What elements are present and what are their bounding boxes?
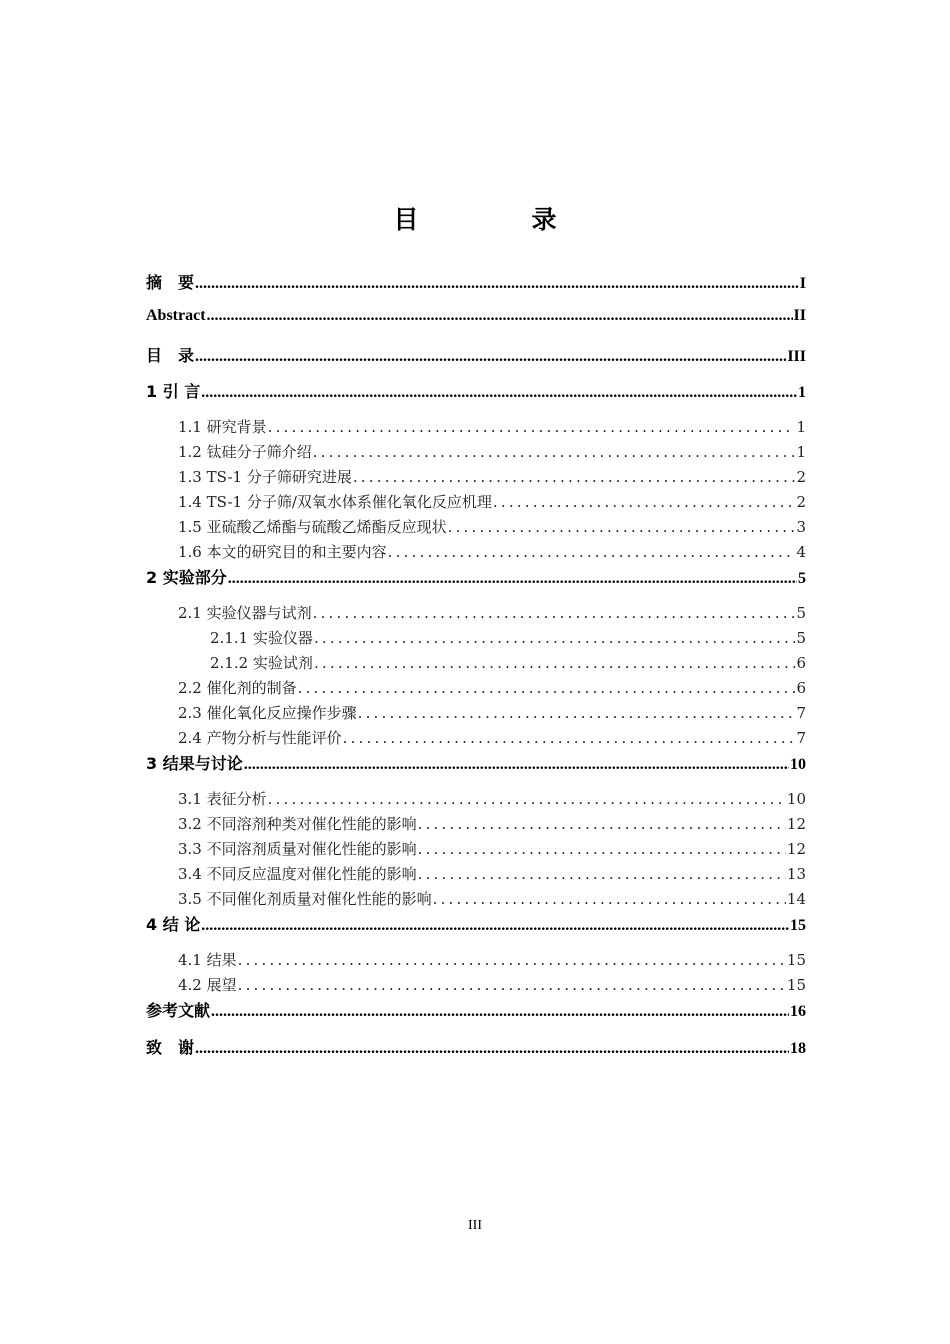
toc-entry-3-4[interactable] xyxy=(178,863,806,885)
toc-entry-references[interactable] xyxy=(146,998,806,1020)
toc-label: 1.5 亚硫酸乙烯酯与硫酸乙烯酯反应现状 xyxy=(178,518,447,536)
toc-page: 12 xyxy=(786,840,806,858)
toc-label: 2.1.2 实验试剂 xyxy=(210,654,313,672)
toc-leader xyxy=(268,790,786,808)
page-title: 目 录 xyxy=(393,205,601,234)
toc-page: 14 xyxy=(786,890,806,908)
toc-label: 4.2 展望 xyxy=(178,976,237,994)
toc-entry-2-3[interactable] xyxy=(178,702,806,724)
toc-leader xyxy=(433,890,786,908)
toc-entry-2-1[interactable] xyxy=(178,602,806,624)
toc-leader xyxy=(353,468,796,486)
toc-label: 3.4 不同反应温度对催化性能的影响 xyxy=(178,865,417,883)
toc-label: 2 实验部分 xyxy=(146,568,227,587)
toc-label: 摘 要 xyxy=(146,273,195,292)
toc-leader xyxy=(418,865,786,883)
toc-entry-1-4[interactable] xyxy=(178,491,806,513)
toc-leader xyxy=(418,815,786,833)
toc-entry-2-1-1[interactable] xyxy=(210,627,806,649)
toc-page: 5 xyxy=(796,604,806,622)
toc-entry-3-2[interactable] xyxy=(178,813,806,835)
toc-label: 2.3 催化氧化反应操作步骤 xyxy=(178,704,357,722)
toc-leader xyxy=(298,679,796,697)
toc-label: 2.1 实验仪器与试剂 xyxy=(178,604,312,622)
toc-label: 3.5 不同催化剂质量对催化性能的影响 xyxy=(178,890,432,908)
toc-label: 1.1 研究背景 xyxy=(178,418,267,436)
toc-entry-chapter-4[interactable] xyxy=(146,912,806,934)
toc-leader xyxy=(314,654,796,672)
toc-label: 2.1.1 实验仪器 xyxy=(210,629,313,647)
toc-page: 4 xyxy=(796,543,806,561)
toc-page: 1 xyxy=(796,443,806,461)
toc-label: 参考文献 xyxy=(146,1001,211,1020)
toc-leader xyxy=(201,384,797,402)
toc-leader xyxy=(238,976,786,994)
toc-entry-2-4[interactable] xyxy=(178,727,806,749)
toc-page: 5 xyxy=(798,570,806,587)
toc-page: 16 xyxy=(790,1003,806,1020)
toc-page: 15 xyxy=(790,917,806,934)
toc-leader xyxy=(448,518,796,536)
toc-page: 18 xyxy=(790,1040,806,1057)
toc-label: 3.3 不同溶剂质量对催化性能的影响 xyxy=(178,840,417,858)
toc-leader xyxy=(211,1003,789,1021)
toc-leader xyxy=(418,840,786,858)
toc-leader xyxy=(313,443,796,461)
toc-entry-1-6[interactable] xyxy=(178,541,806,563)
toc-entry-abstract-en[interactable] xyxy=(146,307,806,329)
toc-entry-acknowledgements[interactable] xyxy=(146,1035,806,1057)
toc-leader xyxy=(195,275,799,293)
toc-label: 1 引 言 xyxy=(146,382,201,401)
page-number: III xyxy=(468,1218,482,1233)
toc-leader xyxy=(207,307,793,325)
toc-leader xyxy=(228,570,797,588)
toc-page: 15 xyxy=(786,976,806,994)
toc-page: 15 xyxy=(786,951,806,969)
toc-label: 3.1 表征分析 xyxy=(178,790,267,808)
toc-entry-1-3[interactable] xyxy=(178,466,806,488)
toc-label: 1.3 TS-1 分子筛研究进展 xyxy=(178,468,352,486)
toc-leader xyxy=(268,418,796,436)
toc-entry-chapter-3[interactable] xyxy=(146,751,806,773)
toc-entry-chapter-2[interactable] xyxy=(146,565,806,587)
toc-entry-4-1[interactable] xyxy=(178,949,806,971)
toc-page: 3 xyxy=(796,518,806,536)
toc-leader xyxy=(244,756,789,774)
toc-page: III xyxy=(787,348,806,365)
toc-entry-contents[interactable] xyxy=(146,343,806,365)
toc-page: 13 xyxy=(786,865,806,883)
toc-entry-1-2[interactable] xyxy=(178,441,806,463)
toc-page: 10 xyxy=(786,790,806,808)
toc-entry-2-1-2[interactable] xyxy=(210,652,806,674)
toc-page: 1 xyxy=(796,418,806,436)
toc-entry-2-2[interactable] xyxy=(178,677,806,699)
toc-page: 6 xyxy=(796,654,806,672)
toc-leader xyxy=(314,629,796,647)
toc-label: 致 谢 xyxy=(146,1038,195,1057)
toc-label: 3 结果与讨论 xyxy=(146,754,243,773)
toc-label: 1.4 TS-1 分子筛/双氧水体系催化氧化反应机理 xyxy=(178,493,492,511)
toc-page: 1 xyxy=(798,384,806,401)
toc-entry-1-5[interactable] xyxy=(178,516,806,538)
toc-label: 目 录 xyxy=(146,346,195,365)
toc-page: 7 xyxy=(796,729,806,747)
toc-leader xyxy=(388,543,796,561)
toc-label: 1.2 钛硅分子筛介绍 xyxy=(178,443,312,461)
toc-page: II xyxy=(793,307,806,324)
toc-page: 2 xyxy=(796,468,806,486)
toc-page: I xyxy=(799,275,806,292)
toc-page: 6 xyxy=(796,679,806,697)
toc-entry-4-2[interactable] xyxy=(178,974,806,996)
toc-entry-abstract-cn[interactable] xyxy=(146,270,806,292)
toc-leader xyxy=(358,704,796,722)
toc-leader xyxy=(493,493,796,511)
toc-leader xyxy=(195,1040,789,1058)
toc-page: 7 xyxy=(796,704,806,722)
toc-leader xyxy=(313,604,796,622)
toc-label: Abstract xyxy=(146,307,206,324)
toc-label: 4.1 结果 xyxy=(178,951,237,969)
toc-leader xyxy=(201,917,789,935)
toc-page: 12 xyxy=(786,815,806,833)
toc-page: 2 xyxy=(796,493,806,511)
toc-leader xyxy=(195,348,786,366)
toc-label: 2.4 产物分析与性能评价 xyxy=(178,729,342,747)
toc-label: 4 结 论 xyxy=(146,915,201,934)
toc-label: 3.2 不同溶剂种类对催化性能的影响 xyxy=(178,815,417,833)
toc-leader xyxy=(238,951,786,969)
toc-entry-chapter-1[interactable] xyxy=(146,379,806,401)
toc-entry-3-3[interactable] xyxy=(178,838,806,860)
toc-label: 2.2 催化剂的制备 xyxy=(178,679,297,697)
toc-leader xyxy=(343,729,796,747)
toc-entry-3-5[interactable] xyxy=(178,888,806,910)
toc-page: 10 xyxy=(790,756,806,773)
toc-entry-3-1[interactable] xyxy=(178,788,806,810)
toc-entry-1-1[interactable] xyxy=(178,416,806,438)
toc-page: 5 xyxy=(796,629,806,647)
toc-label: 1.6 本文的研究目的和主要内容 xyxy=(178,543,387,561)
